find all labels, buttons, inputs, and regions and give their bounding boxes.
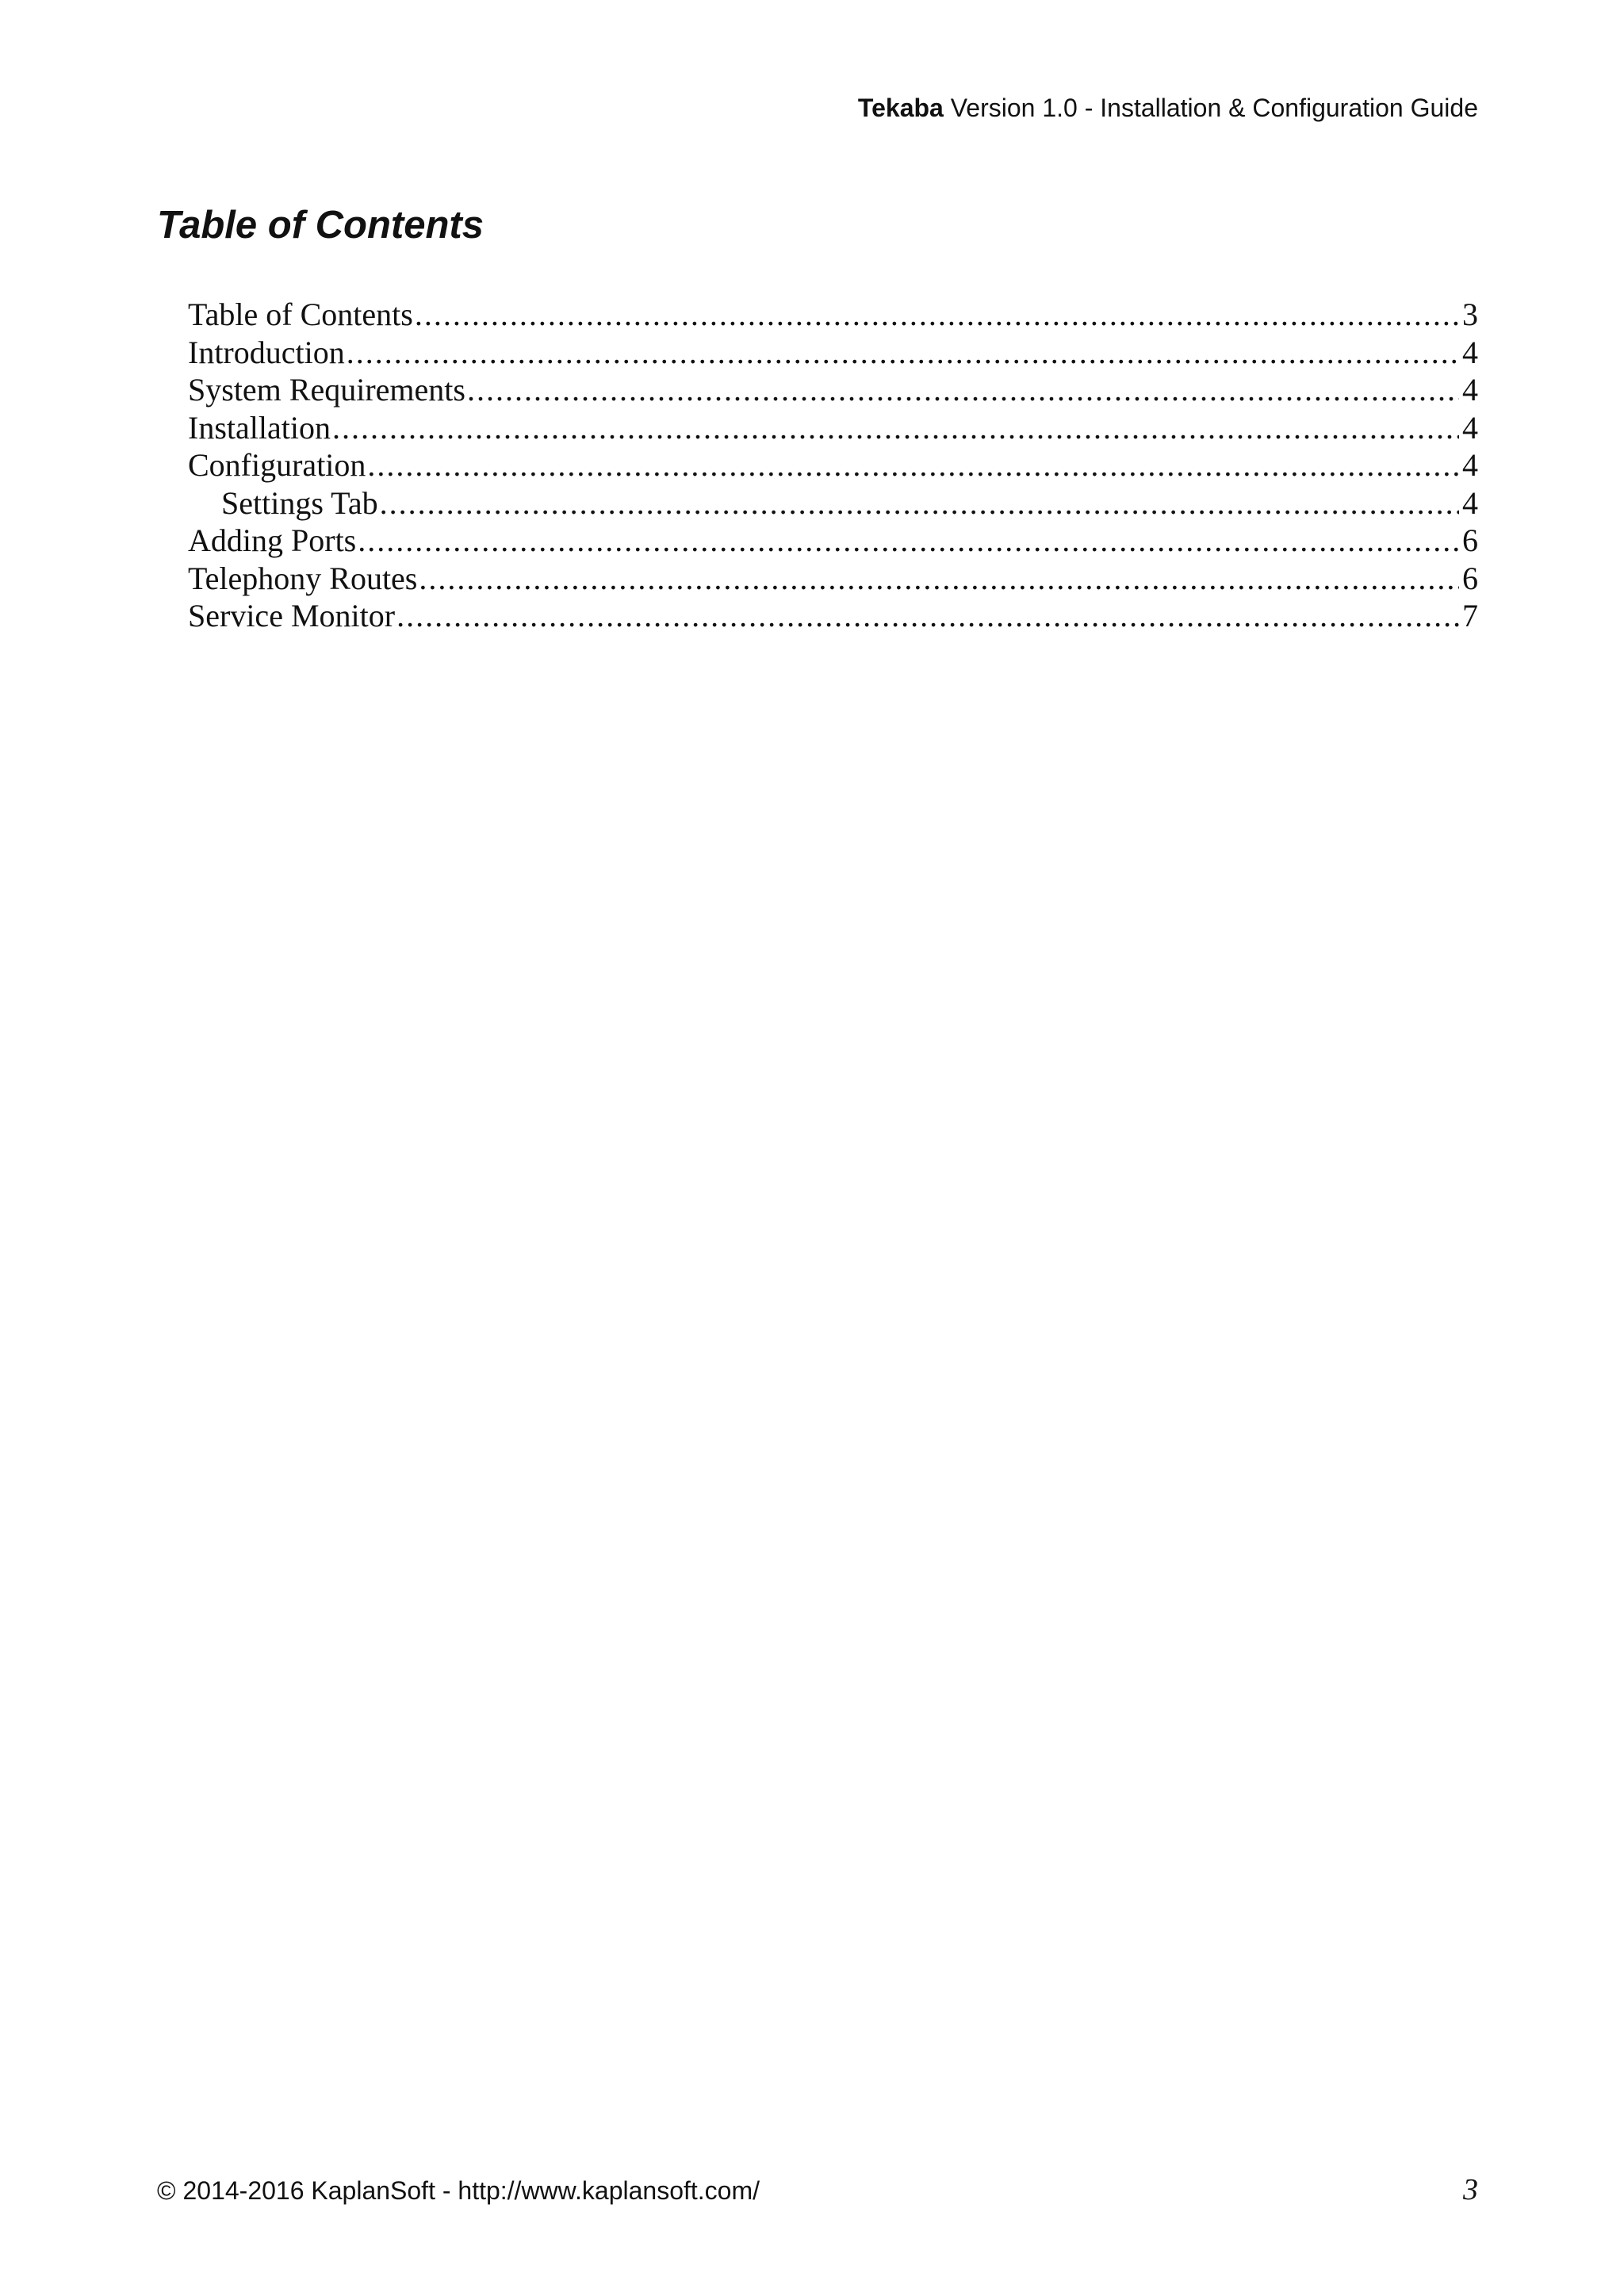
toc-dot-leader	[347, 334, 1459, 372]
toc-dot-leader	[415, 296, 1459, 334]
toc-entry-label: Configuration	[188, 447, 366, 483]
toc-entry-page: 4	[1462, 484, 1478, 521]
toc-entry-label: Settings Tab	[221, 484, 378, 521]
toc-entry[interactable]	[188, 522, 1478, 560]
toc-entry-label: Adding Ports	[188, 522, 357, 558]
toc-entry-label: Telephony Routes	[188, 560, 418, 596]
footer-copyright: © 2014-2016 KaplanSoft - http://www.kaplansoft.com/	[157, 2176, 760, 2205]
toc-entry[interactable]	[188, 409, 1478, 447]
toc-entry-page: 7	[1462, 598, 1478, 633]
toc-entry-page: 6	[1462, 560, 1478, 596]
toc-entry-page: 4	[1462, 409, 1478, 446]
page-header	[858, 94, 1478, 123]
toc-heading: Table of Contents	[157, 204, 484, 247]
toc-entry[interactable]	[188, 296, 1478, 334]
toc-dot-leader	[332, 409, 1459, 447]
toc-entry-page: 4	[1462, 372, 1478, 408]
header-brand: Tekaba	[857, 94, 944, 122]
toc-entry[interactable]	[188, 560, 1478, 598]
toc-entry-label: Introduction	[188, 334, 345, 370]
toc-entry-page: 6	[1462, 522, 1478, 558]
toc-entry-page: 4	[1462, 447, 1478, 483]
toc-entry-label: Installation	[188, 409, 331, 446]
toc-entry[interactable]	[188, 597, 1478, 635]
table-of-contents	[188, 296, 1478, 635]
toc-entry-label: Service Monitor	[188, 598, 396, 633]
toc-entry-label: System Requirements	[188, 372, 465, 408]
toc-entry-page: 4	[1462, 334, 1478, 370]
toc-dot-leader	[367, 446, 1459, 484]
toc-entry[interactable]	[188, 334, 1478, 372]
toc-entry-page: 3	[1462, 297, 1478, 332]
page-footer	[157, 2172, 1478, 2207]
toc-entry-label: Table of Contents	[188, 297, 413, 332]
footer-page-number: 3	[1463, 2173, 1478, 2206]
toc-entry[interactable]	[188, 446, 1478, 484]
toc-dot-leader	[419, 560, 1459, 598]
toc-dot-leader	[396, 597, 1459, 635]
toc-subentry[interactable]	[188, 484, 1478, 522]
toc-dot-leader	[358, 522, 1459, 560]
header-subtitle: Version 1.0 - Installation & Configuration Guide	[943, 94, 1478, 122]
toc-dot-leader	[467, 371, 1459, 409]
toc-dot-leader	[380, 484, 1459, 522]
toc-entry[interactable]	[188, 371, 1478, 409]
